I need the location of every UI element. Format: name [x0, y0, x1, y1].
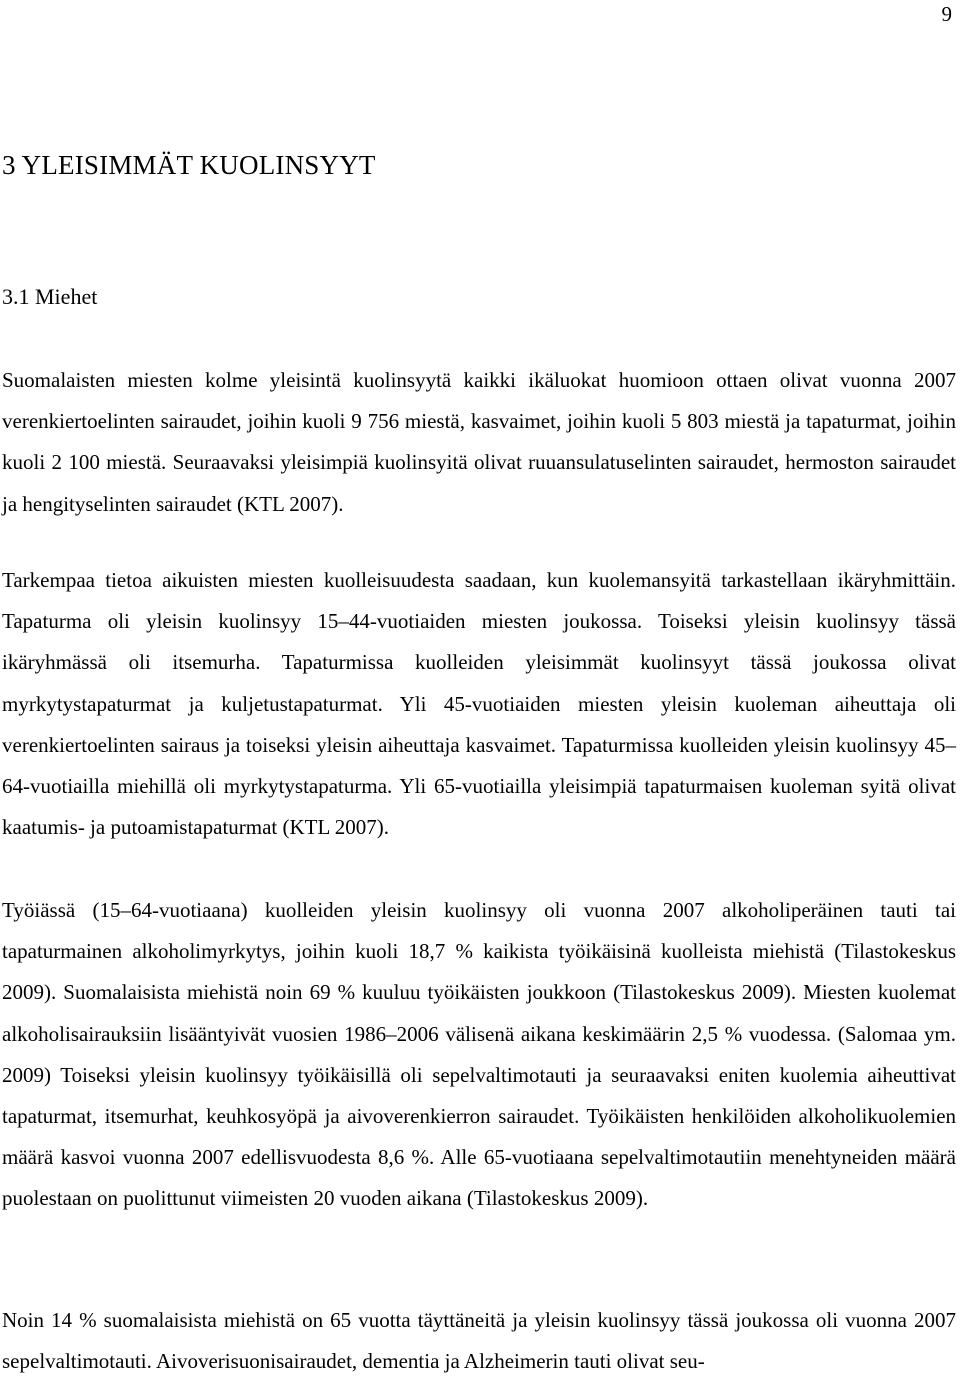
sentence: Työiässä (15–64-vuotiaana) kuolleiden yleisin kuolinsyy oli vuonna 2007 alkoholiperäinen tauti tai tapaturmainen alkoholimyrkytys, joihin kuoli 18,7 % kaikista työikäisinä kuolleista miehistä (Tilastokeskus 2009).: [2, 898, 956, 1005]
chapter-heading: 3 YLEISIMMÄT KUOLINSYYT: [2, 150, 376, 180]
sentence: Tarkempaa tietoa aikuisten miesten kuolleisuudesta saadaan, kun kuolemansyitä tarkastellaan ikäryhmittäin.: [2, 568, 956, 592]
sentence: Toiseksi yleisin kuolinsyy tässä ikäryhmässä oli itsemurha.: [2, 609, 957, 675]
sentence: Seuraavaksi yleisimpiä kuolinsyitä olivat ruuansulatuselinten sairaudet, hermoston sairaudet ja hengityselinten sairaudet (KTL 2007).: [2, 450, 956, 516]
sentence: Suomalaisista miehistä noin 69 % kuuluu työikäisten joukkoon (Tilastokeskus 2009).: [63, 980, 797, 1005]
sentence: Noin 14 % suomalaisista miehistä on 65 vuotta täyttäneitä ja yleisin kuolinsyy tässä joukossa oli vuonna 2007 sepelvaltimotauti.: [2, 1308, 956, 1374]
sentence: Työikäisten henkilöiden alkoholikuolemien määrä kasvoi vuonna 2007 edellisvuodesta 8,6 %.: [2, 1104, 957, 1170]
paragraph-4: [2, 1300, 956, 1382]
paragraph-1: [2, 360, 956, 525]
sentence: Tapaturma oli yleisin kuolinsyy 15–44-vuotiaiden miesten joukossa.: [2, 609, 643, 634]
sentence: Yli 65-vuotiailla yleisimpiä tapaturmaisen kuoleman syitä olivat kaatumis- ja putoamistapaturmat (KTL 2007).: [2, 774, 956, 840]
paragraph-2: [2, 560, 956, 848]
sentence: (Salomaa ym. 2009) Toiseksi yleisin kuolinsyy työikäisillä oli sepelvaltimotauti ja seuraavaksi eniten kuolemia aiheuttivat tapaturmat, itsemurhat, keuhkosyöpä ja aivoverenkierron sairaudet.: [2, 1021, 957, 1129]
sentence: Miesten kuolemat alkoholisairauksiin lisääntyivät vuosien 1986–2006 välisenä aikana keskimäärin 2,5 % vuodessa.: [2, 980, 956, 1046]
page-number: 9: [941, 2, 952, 26]
sentence: Yli 45-vuotiaiden miesten yleisin kuoleman aiheuttaja oli verenkiertoelinten sairaus ja toiseksi yleisin aiheuttaja kasvaimet.: [2, 691, 956, 757]
section-heading: 3.1 Miehet: [2, 284, 98, 309]
sentence: Alle 65-vuotiaana sepelvaltimotautiin menehtyneiden määrä puolestaan on puolittunut viimeisten 20 vuoden aikana (Tilastokeskus 2009).: [2, 1145, 956, 1211]
sentence: Tapaturmissa kuolleiden yleisin kuolinsyy 45–64-vuotiailla miehillä oli myrkytystapaturma.: [2, 732, 956, 799]
sentence: Tapaturmissa kuolleiden yleisimmät kuolinsyyt tässä joukossa olivat myrkytystapaturmat ja kuljetustapaturmat.: [2, 650, 957, 716]
sentence: Aivoverisuonisairaudet, dementia ja Alzheimerin tauti olivat seu-: [155, 1349, 705, 1374]
sentence: Suomalaisten miesten kolme yleisintä kuolinsyytä kaikki ikäluokat huomioon ottaen olivat vuonna 2007 verenkiertoelinten sairaudet, joihin kuoli 9 756 miestä, kasvaimet, joihin kuoli 5 803 miestä ja tapaturmat, joihin kuoli 2 100 miestä.: [2, 368, 956, 475]
paragraph-3: [2, 890, 956, 1220]
